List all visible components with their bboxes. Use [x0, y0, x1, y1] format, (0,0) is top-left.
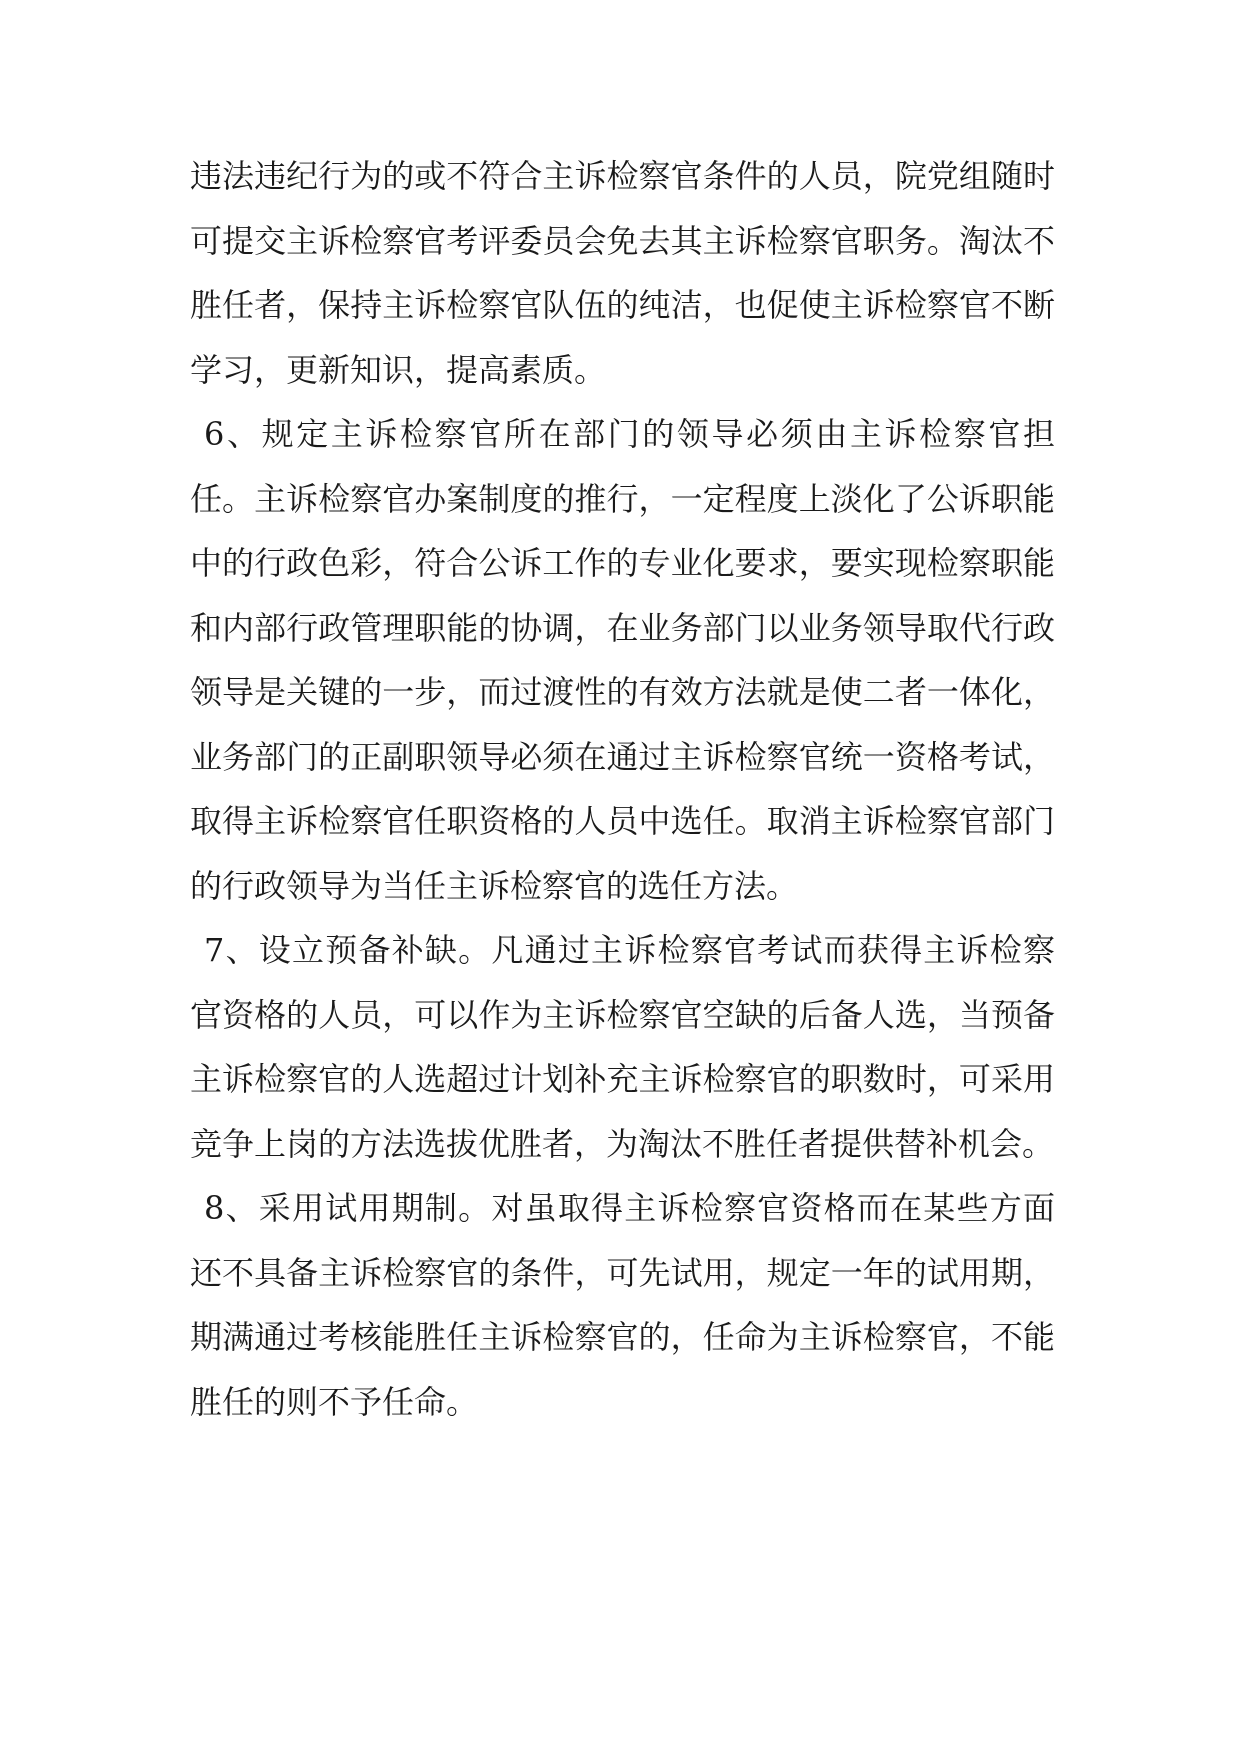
paragraph-item-8: 8、采用试用期制。对虽取得主诉检察官资格而在某些方面还不具备主诉检察官的条件，可先试用，规定一年的试用期，期满通过考核能胜任主诉检察官的，任命为主诉检察官，不能胜任的则不予任命。 [190, 1189, 1055, 1421]
document-body [190, 144, 1055, 1434]
paragraph-item-7: 7、设立预备补缺。凡通过主诉检察官考试而获得主诉检察官资格的人员，可以作为主诉检察官空缺的后备人选，当预备主诉检察官的人选超过计划补充主诉检察官的职数时，可采用竞争上岗的方法选拔优胜者，为淘汰不胜任者提供替补机会。 [190, 931, 1055, 1163]
paragraph-item-6: 6、规定主诉检察官所在部门的领导必须由主诉检察官担任。主诉检察官办案制度的推行，一定程度上淡化了公诉职能中的行政色彩，符合公诉工作的专业化要求，要实现检察职能和内部行政管理职能的协调，在业务部门以业务领导取代行政领导是关键的一步，而过渡性的有效方法就是使二者一体化，业务部门的正副职领导必须在通过主诉检察官统一资格考试，取得主诉检察官任职资格的人员中选任。取消主诉检察官部门的行政领导为当任主诉检察官的选任方法。 [190, 415, 1055, 905]
paragraph-continuation: 违法违纪行为的或不符合主诉检察官条件的人员，院党组随时可提交主诉检察官考评委员会免去其主诉检察官职务。淘汰不胜任者，保持主诉检察官队伍的纯洁，也促使主诉检察官不断学习，更新知识，提高素质。 [190, 157, 1055, 389]
